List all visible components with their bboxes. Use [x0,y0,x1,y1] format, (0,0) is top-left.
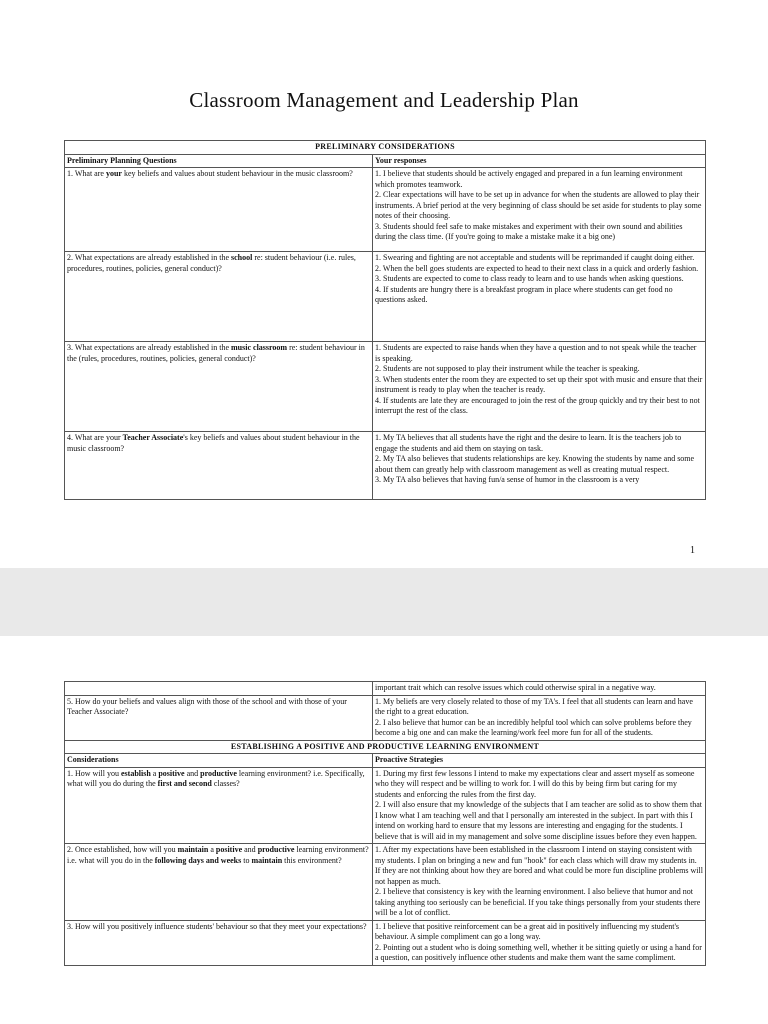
response-cell: 1. My TA believes that all students have the right and the desire to learn. It is the teachers job to engage the students and aid them on staying on task. 2. My TA also believes that students relationships are key. Knowing the students by name and some about them can greatly help with classroom management as well as creating mutual respect. 3. My TA also believes that having fun/a sense of humor in the classroom is a very [373,432,706,500]
table-row [65,168,706,252]
table-row [65,920,706,965]
table-row [65,342,706,432]
section-heading: PRELIMINARY CONSIDERATIONS [65,141,706,155]
column-header-questions: Preliminary Planning Questions [65,154,373,168]
question-cell: 5. How do your beliefs and values align with those of the school and with those of your Teacher Associate? [65,695,373,740]
table-row [65,682,706,696]
question-cell: 3. What expectations are already established in the music classroom re: student behaviour in the (rules, procedures, routines, policies, general conduct)? [65,342,373,432]
response-cell: important trait which can resolve issues which could otherwise spiral in a negative way. [373,682,706,696]
preliminary-considerations-table [64,140,706,500]
question-cell: 2. What expectations are already established in the school re: student behaviour (i.e. rules, procedures, routines, policies, general conduct)? [65,252,373,342]
table-row [65,844,706,921]
table-row [65,767,706,844]
response-cell: 1. I believe that positive reinforcement can be a great aid in positively influencing my student's behaviour. A simple compliment can go a long way. 2. Pointing out a student who is doing something well, whether it be sitting quietly or using a hand for a question, can positively influence other students and make them want the same compliment. [373,920,706,965]
document-title: Classroom Management and Leadership Plan [189,88,579,112]
question-cell: 1. What are your key beliefs and values about student behaviour in the music classroom? [65,168,373,252]
response-cell: 1. I believe that students should be actively engaged and prepared in a fun learning environment which promotes teamwork. 2. Clear expectations will have to be set up in advance for when the students are allowed to play their instruments. A brief period at the very beginning of class should be set aside for students to play some notes of their choosing. 3. Students should feel safe to make mistakes and experiment with their own sound and abilities during the class time. (If you're going to make a mistake make it a big one) [373,168,706,252]
column-header-considerations: Considerations [65,754,373,768]
question-cell: 3. How will you positively influence students' behaviour so that they meet your expectations? [65,920,373,965]
question-cell: 1. How will you establish a positive and productive learning environment? i.e. Specifically, what will you do during the first and second classes? [65,767,373,844]
page-gap [0,568,768,636]
question-cell: 4. What are your Teacher Associate's key beliefs and values about student behaviour in the music classroom? [65,432,373,500]
table-row [65,432,706,500]
response-cell: 1. My beliefs are very closely related to those of my TA's. I feel that all students can learn and have the right to a great education. 2. I also believe that humor can be an incredibly helpful tool which can solve problems before they become a big one and can make the learning/work feel more fun for all of the students. [373,695,706,740]
response-cell: 1. During my first few lessons I intend to make my expectations clear and assert myself as someone who they will respect and be willing to work for. I will do this by being firm but caring for my students and enforcing the rules from the first day. 2. I will also ensure that my knowledge of the subjects that I am teacher are solid as to show them that I know what I am teaching well and that I personally am interested in the subject. In part with this I intend on working hard to ensure that my lessons are interesting and engaging for the students. I believe that is will aid in my management and solve some discipline issues before they even happen. [373,767,706,844]
table-row [65,252,706,342]
learning-environment-table [64,681,706,966]
document-page-2 [0,636,768,1024]
table-row [65,695,706,740]
page-number: 1 [690,545,695,556]
column-header-responses: Your responses [373,154,706,168]
question-cell: 2. Once established, how will you maintain a positive and productive learning environment? i.e. what will you do in the following days and weeks to maintain this environment? [65,844,373,921]
response-cell: 1. Swearing and fighting are not acceptable and students will be reprimanded if caught doing either. 2. When the bell goes students are expected to head to their next class in a quick and orderly fashion. 3. Students are expected to come to class ready to learn and to use hands when asking questions. 4. If students are hungry there is a breakfast program in place where students can get food no questions asked. [373,252,706,342]
section-heading: ESTABLISHING A POSITIVE AND PRODUCTIVE LEARNING ENVIRONMENT [65,740,706,754]
response-cell: 1. Students are expected to raise hands when they have a question and to not speak while the teacher is speaking. 2. Students are not supposed to play their instrument while the teacher is speaking. 3. When students enter the room they are expected to set up their spot with music and ensure that their instrument is ready to play when the teacher is ready. 4. If students are late they are encouraged to join the rest of the group quickly and try their best to not interrupt the rest of the class. [373,342,706,432]
response-cell: 1. After my expectations have been established in the classroom I intend on staying consistent with my students. I plan on bringing a new and fun "hook" for each class which will draw my students in. If they are not thinking about how they are bored and what could be more fun discipline problems will not happen as much. 2. I believe that consistency is key with the learning environment. I also believe that humor and not taking anything too seriously can be beneficial. If you take things personally from your students there will be a lot of conflict. [373,844,706,921]
column-header-strategies: Proactive Strategies [373,754,706,768]
question-cell [65,682,373,696]
